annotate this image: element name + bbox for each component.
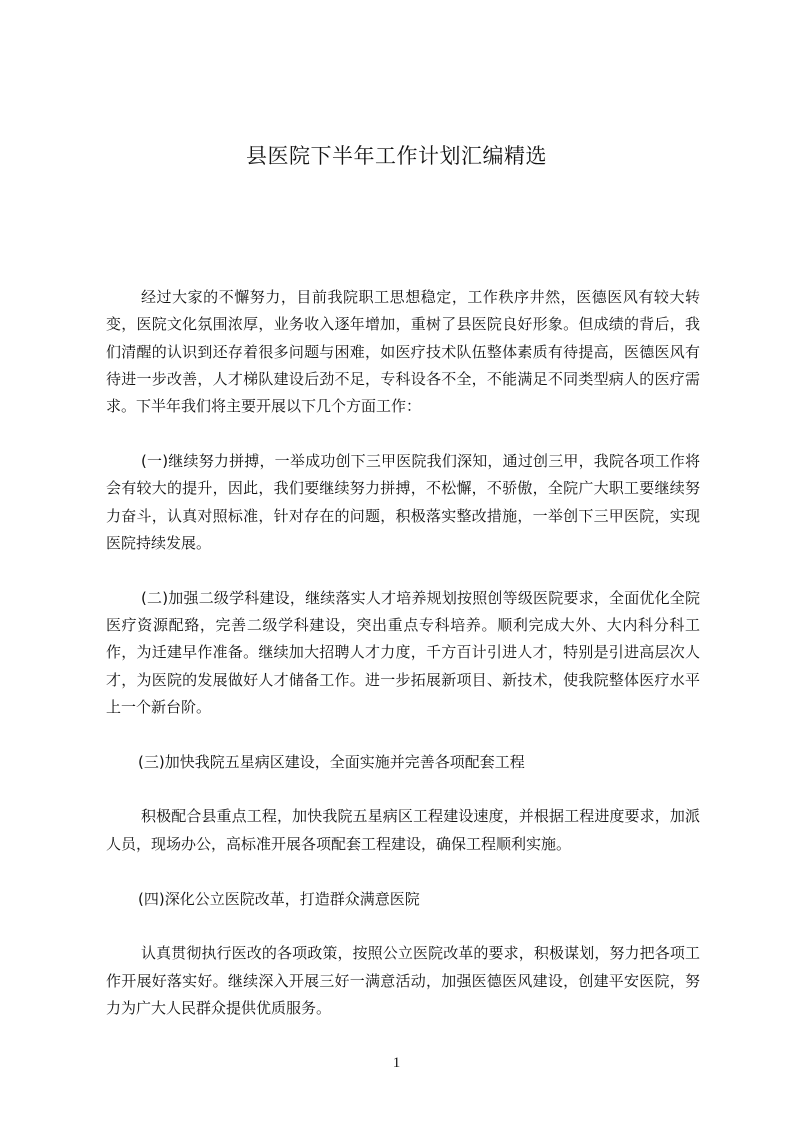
page-number: 1 <box>392 1055 401 1071</box>
section-4-paragraph: 认真贯彻执行医改的各项政策，按照公立医院改革的要求，积极谋划，努力把各项工作开展好落实好。继续深入开展三好一满意活动，加强医德医风建设，创建平安医院，努力为广大人民群众提供优质服务。 <box>106 944 700 1017</box>
intro-paragraph: 经过大家的不懈努力，目前我院职工思想稳定，工作秩序井然，医德医风有较大转变，医院文化氛围浓厚，业务收入逐年增加，重树了县医院良好形象。但成绩的背后，我们清醒的认识到还存着很多问题与困难，如医疗技术队伍整体素质有待提高，医德医风有待进一步改善，人才梯队建设后劲不足，专科设各不全，不能满足不同类型病人的医疗需求。下半年我们将主要开展以下几个方面工作： <box>106 288 700 416</box>
section-2-paragraph: (二)加强二级学科建设，继续落实人才培养规划按照创等级医院要求，全面优化全院医疗资源配臵，完善二级学科建设，突出重点专科培养。顺利完成大外、大内科分科工作，为迁建早作准备。继续加大招聘人才力度，千方百计引进人才，特别是引进高层次人才，为医院的发展做好人才储备工作。进一步拓展新项目、新技术，使我院整体医疗水平上一个新台阶。 <box>106 588 700 716</box>
document-body <box>106 284 700 1050</box>
document-title: 县医院下半年工作计划汇编精选 <box>246 144 547 168</box>
section-3-heading: (三)加快我院五星病区建设，全面实施并完善各项配套工程 <box>138 752 525 771</box>
section-3-paragraph: 积极配合县重点工程，加快我院五星病区工程建设速度，并根据工程进度要求，加派人员，现场办公，高标准开展各项配套工程建设，确保工程顺利实施。 <box>106 807 700 853</box>
section-4-heading: (四)深化公立医院改革，打造群众满意医院 <box>138 889 420 908</box>
section-1-paragraph: (一)继续努力拼搏，一举成功创下三甲医院我们深知，通过创三甲，我院各项工作将会有较大的提升，因此，我们要继续努力拼搏，不松懈，不骄傲，全院广大职工要继续努力奋斗，认真对照标准，针对存在的问题，积极落实整改措施，一举创下三甲医院，实现医院持续发展。 <box>106 451 700 552</box>
